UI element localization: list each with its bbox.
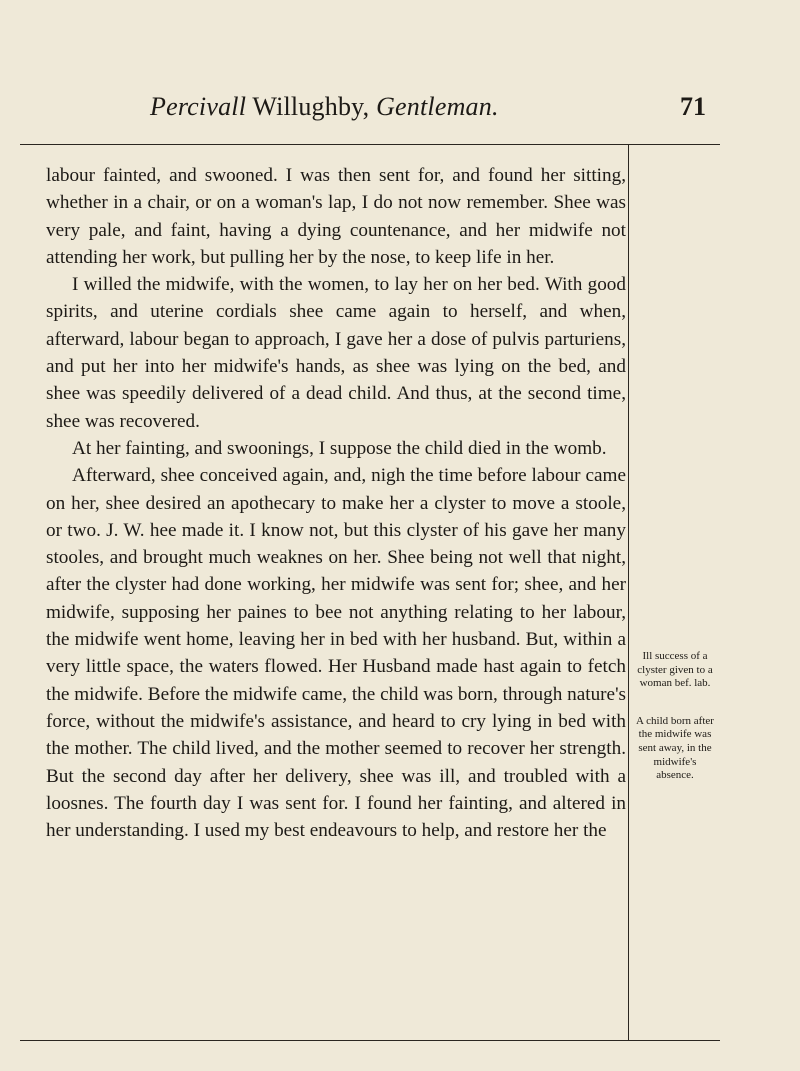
running-title [150,92,499,122]
running-title-name: Willughby, [246,92,377,121]
paragraph-4: Afterward, shee conceived again, and, nigh the time before labour came on her, shee desired an apothecary to make her a clyster to move a stoole, or two. J. W. hee made it. I know not, but this clyster of his gave her many stooles, and brought much weaknes on her. Shee being not well that night, after the clyster had done working, her midwife was sent for; shee, and her midwife, supposing her paines to bee not anything relating to her labour, the midwife went home, leaving her in bed with her husband. But, within a very little space, the waters flowed. Her Husband made hast again to fetch the midwife. Before the midwife came, the child was born, through nature's force, without the midwife's assistance, and heard to cry lying in bed with the mother. The child lived, and the mother seemed to recover her strength. But the second day after her delivery, shee was ill, and troubled with a loosnes. The fourth day I was sent for. I found her fainting, and altered in her understanding. I used my best endeavours to help, and restore her the [46,465,626,842]
margin-column-rule [628,144,629,1040]
page-number: 71 [680,92,706,121]
margin-notes [634,650,716,807]
paragraph-1: labour fainted, and swooned. I was then sent for, and found her sitting, whether in a chair, or on a woman's lap, I do not now remember. Shee was very pale, and faint, having a dying countenance, and her midwife not attending her work, but pulling her by the nose, to keep life in her. [46,165,626,268]
margin-note-child-born: A child born after the midwife was sent away, in the midwife's absence. [636,714,714,782]
page-header [0,92,720,132]
running-title-author: Percivall [150,92,247,121]
bottom-rule [20,1040,720,1041]
paragraph-3: At her fainting, and swoonings, I suppose the child died in the womb. [72,437,607,459]
paragraph-2: I willed the midwife, with the women, to lay her on her bed. With good spirits, and uterine cordials shee came again to herself, and when, afterward, labour began to approach, I gave her a dose of pulvis parturiens, and put her into her midwife's hands, as shee was lying on the bed, and shee was speedily delivered of a dead child. And thus, at the second time, shee was recovered. [46,274,626,432]
running-title-gentleman: Gentleman. [376,92,499,121]
margin-note-clyster: Ill success of a clyster given to a woman bef. lab. [637,650,713,690]
body-text [46,162,626,844]
top-rule [20,144,720,145]
